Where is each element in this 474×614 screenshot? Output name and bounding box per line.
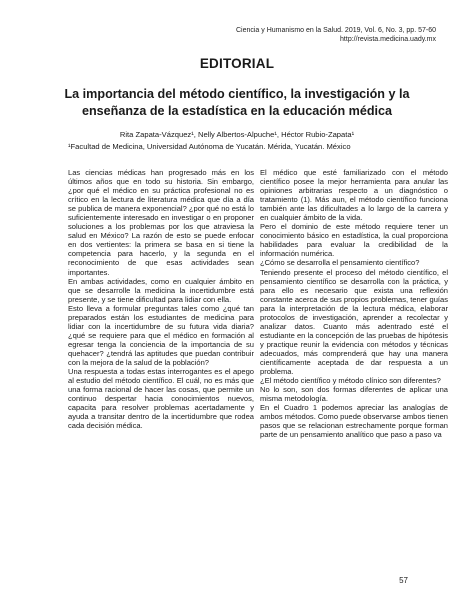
section-label: EDITORIAL [199,56,275,71]
paragraph: Teniendo presente el proceso del método científico, el pensamiento científico se desarrolla con la práctica, y para ello es necesario que exista una reflexión constante acerca de sus propios problemas, tener guías para la interpretación de la lectura médica, elaborar protocolos de investigación, aprender a recolectar y analizar datos. Cuanto más adentrado esté el estudiante en la concepción de las pruebas de hipótesis y practique reunir la evidencia con métodos y técnicas adecuados, más comprenderá que hay una manera científicamente aceptada de dar respuesta a un problema. [260,267,448,377]
running-header [236,27,436,44]
article-title-line-2: enseñanza de la estadística en la educación médica [81,104,393,118]
article-title [30,86,444,120]
journal-url[interactable]: http://revista.medicina.uady.mx [340,35,436,43]
paragraph: Esto lleva a formular preguntas tales como ¿qué tan preparados están los estudiantes de medicina para lidiar con la incertidumbre de su futura vida diaria? ¿qué se requiere para que el médico en formación al egresar tenga la conciencia de la importancia de su quehacer? ¿tendrá las aptitudes que puedan contribuir con la mejora de la salud de la población? [68,303,254,367]
subheading: ¿El método científico y método clínico son diferentes? [260,376,441,386]
page-number: 57 [399,576,408,585]
paragraph: Las ciencias médicas han progresado más en los últimos años que en todo su historia. Sin embargo, ¿por qué el médico en su práctica profesional no es crítico en la lectura de literatura médica que día a día se publica de manera exponencial? ¿por qué no está lo suficientemente interesado en investigar o en proponer soluciones a los problemas por los que atraviesa la salud en México? La razón de esto se puede enfocar en dos vertientes: la primera se basa en si tiene la competencia para hacerlo, y la segunda en el reconocimiento de que esas actividades sean importantes. [68,168,254,277]
article-title-line-1: La importancia del método científico, la investigación y la [64,87,410,101]
journal-citation: Ciencia y Humanismo en la Salud. 2019, Vol. 6, No. 3, pp. 57-60 [235,27,436,34]
subheading: ¿Cómo se desarrolla el pensamiento científico? [260,258,420,268]
body-column-left [68,168,254,430]
paragraph: No lo son, son dos formas diferentes de aplicar una misma metodología. [260,385,448,404]
paragraph: El médico que esté familiarizado con el método científico posee la mejor herramienta para anular las opiniones arbitrarias respecto a un diagnóstico o tratamiento (1). Más aun, el método científico funciona también ante las dificultades a lo largo de la carrera y en cualquier ámbito de la vida. [260,168,448,223]
paragraph: Una respuesta a todas estas interrogantes es el apego al estudio del método científico. El cuál, no es más que una forma racional de hacer las cosas, que permite un continuo despertar hacia conocimientos nuevos, capacita para resolver problemas acertadamente y ayuda a transitar dentro de la incertidumbre que rodea cada decisión médica. [68,367,254,431]
body-column-right [260,168,448,439]
author-affiliation: ¹Facultad de Medicina, Universidad Autónoma de Yucatán. Mérida, Yucatán. México [68,142,351,151]
paragraph: En el Cuadro 1 podemos apreciar las analogías de ambos métodos. Como puede observarse ambos tienen pasos que se relacionan estrechamente porque forman parte de un pensamiento analítico que paso a paso va [260,403,448,440]
paragraph: En ambas actividades, como en cualquier ámbito en que se desarrolle la medicina la incertidumbre está presente, y se tiene dificultad para lidiar con ella. [68,276,254,304]
paragraph: Pero el dominio de este método requiere tener un conocimiento básico en estadística, la cual proporciona habilidades para evaluar la credibilidad de la información numérica. [260,222,448,259]
author-list: Rita Zapata-Vázquez¹, Nelly Albertos-Alpuche¹, Héctor Rubio-Zapata¹ [119,130,355,139]
